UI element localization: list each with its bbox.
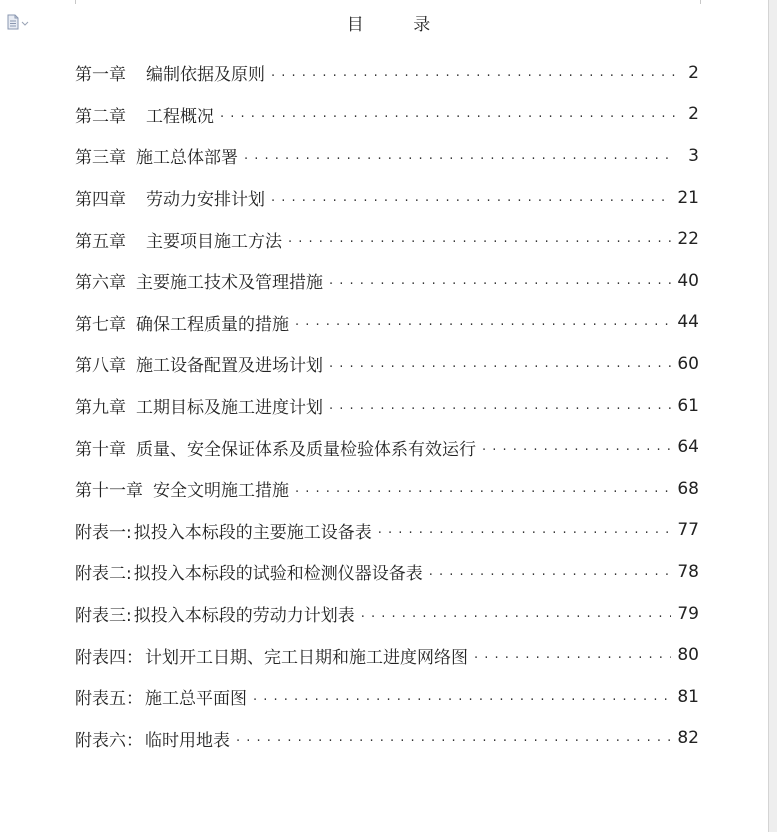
toc-page-number: 81 <box>677 686 699 707</box>
toc-page-number: 64 <box>677 437 699 458</box>
toc-dot-leader <box>295 479 671 499</box>
toc-heading: 确保工程质量的措施 <box>136 314 289 335</box>
toc-page-number: 3 <box>688 145 699 166</box>
toc-page-number: 2 <box>688 104 699 125</box>
toc-entry[interactable] <box>75 676 699 718</box>
toc-chapter-label: 附表五： <box>75 689 143 710</box>
toc-heading: 拟投入本标段的主要施工设备表 <box>133 522 372 543</box>
page-edge <box>768 0 777 832</box>
toc-chapter-label: 第四章 <box>75 190 126 211</box>
toc-dot-leader <box>329 396 671 416</box>
toc-heading: 施工设备配置及进场计划 <box>136 356 323 377</box>
toc-page-number: 79 <box>677 603 699 624</box>
toc-page-number: 61 <box>677 395 699 416</box>
toc-page-number: 40 <box>677 270 699 291</box>
toc-heading: 工程概况 <box>146 106 214 127</box>
toc-chapter-label: 第二章 <box>75 106 126 127</box>
toc-chapter-label: 第九章 <box>75 398 126 419</box>
toc-chapter-label: 第六章 <box>75 273 126 294</box>
toc-heading: 工期目标及施工进度计划 <box>136 398 323 419</box>
toc-dot-leader <box>429 562 672 582</box>
toc-entry[interactable] <box>75 468 699 510</box>
toc-dot-leader <box>220 104 675 124</box>
toc-dot-leader <box>271 188 671 208</box>
toc-entry[interactable] <box>75 260 699 302</box>
toc-chapter-label: 第七章 <box>75 314 126 335</box>
toc-page-number: 2 <box>688 62 699 83</box>
toc-dot-leader <box>361 604 672 624</box>
toc-dot-leader <box>329 271 671 291</box>
toc-list <box>75 52 699 759</box>
toc-heading: 拟投入本标段的试验和检测仪器设备表 <box>133 564 423 585</box>
toc-page-number: 80 <box>677 645 699 666</box>
toc-chapter-label: 第三章 <box>75 148 126 169</box>
toc-heading: 施工总体部署 <box>136 148 238 169</box>
toc-heading: 劳动力安排计划 <box>146 190 265 211</box>
toc-chapter-label: 附表三: <box>75 606 132 627</box>
toc-page-number: 68 <box>677 478 699 499</box>
toc-page-number: 44 <box>677 312 699 333</box>
toc-heading: 计划开工日期、完工日期和施工进度网络图 <box>145 647 468 668</box>
toc-entry[interactable] <box>75 52 699 94</box>
toc-heading: 主要项目施工方法 <box>146 231 282 252</box>
toc-dot-leader <box>288 229 671 249</box>
toc-chapter-label: 附表四： <box>75 647 143 668</box>
toc-chapter-label: 附表六： <box>75 730 143 751</box>
toc-chapter-label: 第一章 <box>75 65 126 86</box>
toc-entry[interactable] <box>75 94 699 136</box>
toc-entry[interactable] <box>75 177 699 219</box>
toc-heading: 安全文明施工措施 <box>153 481 289 502</box>
toc-dot-leader <box>244 146 675 166</box>
toc-dot-leader <box>253 687 671 707</box>
toc-entry[interactable] <box>75 302 699 344</box>
toc-page-number: 60 <box>677 353 699 374</box>
toc-page-number: 82 <box>677 728 699 749</box>
toc-entry[interactable] <box>75 551 699 593</box>
right-margin-marker <box>700 0 701 4</box>
toc-heading: 编制依据及原则 <box>146 65 265 86</box>
toc-chapter-label: 第十一章 <box>75 481 143 502</box>
toc-dot-leader <box>236 728 671 748</box>
toc-chapter-label: 附表二: <box>75 564 132 585</box>
toc-entry[interactable] <box>75 426 699 468</box>
toc-title: 目 录 <box>346 15 453 35</box>
toc-chapter-label: 第十章 <box>75 439 126 460</box>
toc-page-number: 22 <box>677 229 699 250</box>
toc-heading: 主要施工技术及管理措施 <box>136 273 323 294</box>
toc-dot-leader <box>474 645 671 665</box>
toc-dot-leader <box>271 63 675 83</box>
toc-chapter-label: 第五章 <box>75 231 126 252</box>
toc-chapter-label: 第八章 <box>75 356 126 377</box>
toc-page-number: 78 <box>677 561 699 582</box>
left-margin-marker <box>75 0 76 4</box>
toc-entry[interactable] <box>75 634 699 676</box>
toc-dot-leader <box>329 354 671 374</box>
toc-page-number: 77 <box>677 520 699 541</box>
toc-dot-leader <box>295 312 671 332</box>
toc-heading: 临时用地表 <box>145 730 230 751</box>
toc-chapter-label: 附表一: <box>75 522 132 543</box>
toc-entry[interactable] <box>75 218 699 260</box>
toc-entry[interactable] <box>75 718 699 760</box>
toc-heading: 质量、安全保证体系及质量检验体系有效运行 <box>136 439 476 460</box>
toc-entry[interactable] <box>75 135 699 177</box>
toc-dot-leader <box>482 437 671 457</box>
toc-page-number: 21 <box>677 187 699 208</box>
toc-heading: 施工总平面图 <box>145 689 247 710</box>
toc-heading: 拟投入本标段的劳动力计划表 <box>133 606 355 627</box>
toc-entry[interactable] <box>75 343 699 385</box>
toc-entry[interactable] <box>75 510 699 552</box>
toc-entry[interactable] <box>75 593 699 635</box>
toc-dot-leader <box>378 520 672 540</box>
toc-entry[interactable] <box>75 385 699 427</box>
